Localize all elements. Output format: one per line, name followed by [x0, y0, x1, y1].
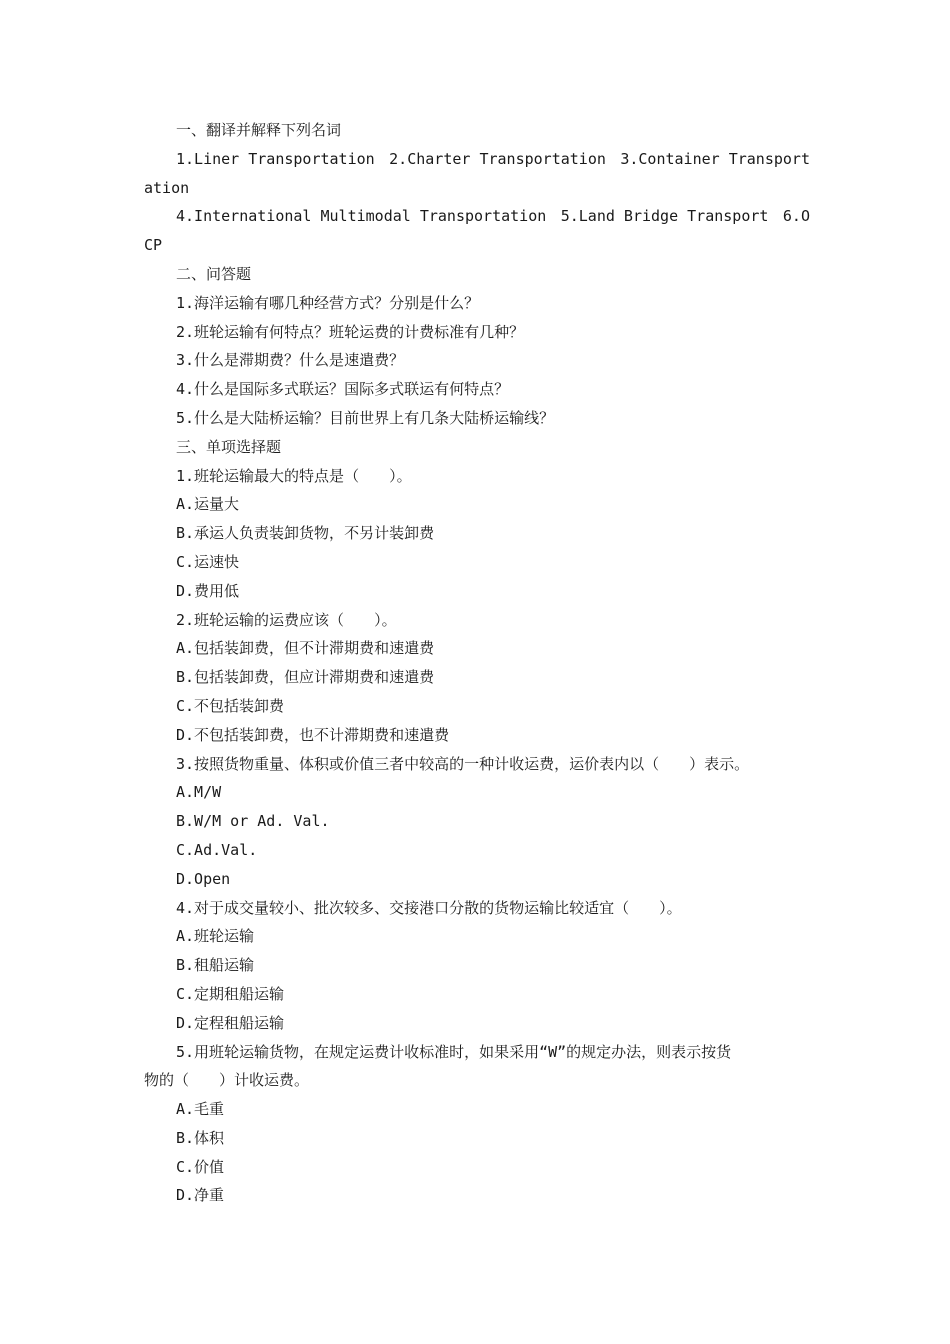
- term-liner-transportation: 1.Liner Transportation: [176, 149, 375, 168]
- question-item: 5.什么是大陆桥运输？目前世界上有几条大陆桥运输线？: [176, 408, 555, 427]
- mcq-option: D.定程租船运输: [176, 1013, 285, 1032]
- mcq-option: C.价值: [176, 1157, 225, 1176]
- document-page: [144, 116, 810, 1210]
- mcq-stem: 2.班轮运输的运费应该（ ）。: [176, 610, 397, 629]
- mcq-option: A.班轮运输: [176, 927, 255, 946]
- terms-row-2: [144, 202, 810, 231]
- term-container-transport-continuation: ation: [144, 178, 190, 197]
- term-charter-transportation: 2.Charter Transportation: [389, 149, 606, 168]
- question-item: 2.班轮运输有何特点？班轮运费的计费标准有几种？: [176, 322, 525, 341]
- mcq-stem: 3.按照货物重量、体积或价值三者中较高的一种计收运费，运价表内以（ ）表示。: [176, 754, 750, 773]
- mcq-option: A.毛重: [176, 1100, 225, 1119]
- term-land-bridge-transport: 5.Land Bridge Transport: [560, 207, 769, 226]
- question-item: 1.海洋运输有哪几种经营方式？分别是什么？: [176, 293, 480, 312]
- terms-row-1: [144, 145, 810, 174]
- mcq-option: B.租船运输: [176, 956, 255, 975]
- mcq-stem: 1.班轮运输最大的特点是（ ）。: [176, 466, 412, 485]
- mcq-stem-continuation: 物的（ ）计收运费。: [144, 1071, 310, 1090]
- term-international-multimodal: 4.International Multimodal Transportation: [176, 207, 547, 226]
- mcq-option: C.Ad.Val.: [176, 840, 258, 859]
- mcq-option: C.运速快: [176, 552, 240, 571]
- mcq-option: A.M/W: [176, 783, 222, 802]
- mcq-option: D.费用低: [176, 581, 240, 600]
- mcq-option: A.运量大: [176, 495, 240, 514]
- question-item: 4.什么是国际多式联运？国际多式联运有何特点？: [176, 380, 510, 399]
- term-container-transport: 3.Container Transport: [620, 149, 810, 168]
- question-item: 3.什么是滞期费？什么是速遣费？: [176, 351, 405, 370]
- mcq-option: B.承运人负责装卸货物，不另计装卸费: [176, 524, 435, 543]
- mcq-stem: 5.用班轮运输货物，在规定运费计收标准时，如果采用“W”的规定办法，则表示按货: [176, 1042, 732, 1061]
- mcq-option: C.不包括装卸费: [176, 696, 285, 715]
- mcq-option: A.包括装卸费，但不计滞期费和速遣费: [176, 639, 435, 658]
- mcq-option: D.不包括装卸费，也不计滞期费和速遣费: [176, 725, 450, 744]
- mcq-option: D.Open: [176, 869, 231, 888]
- mcq-stem: 4.对于成交量较小、批次较多、交接港口分散的货物运输比较适宜（ ）。: [176, 898, 682, 917]
- mcq-option: C.定期租船运输: [176, 984, 285, 1003]
- section1-heading: 一、翻译并解释下列名词: [176, 121, 342, 139]
- section3-heading: 三、单项选择题: [176, 437, 282, 456]
- term-ocp: 6.O: [782, 207, 810, 226]
- mcq-option: B.W/M or Ad. Val.: [176, 812, 330, 831]
- section2-heading: 二、问答题: [176, 264, 252, 283]
- term-ocp-continuation: CP: [144, 236, 163, 255]
- mcq-option: D.净重: [176, 1186, 225, 1205]
- mcq-option: B.包括装卸费，但应计滞期费和速遣费: [176, 668, 435, 687]
- mcq-option: B.体积: [176, 1128, 225, 1147]
